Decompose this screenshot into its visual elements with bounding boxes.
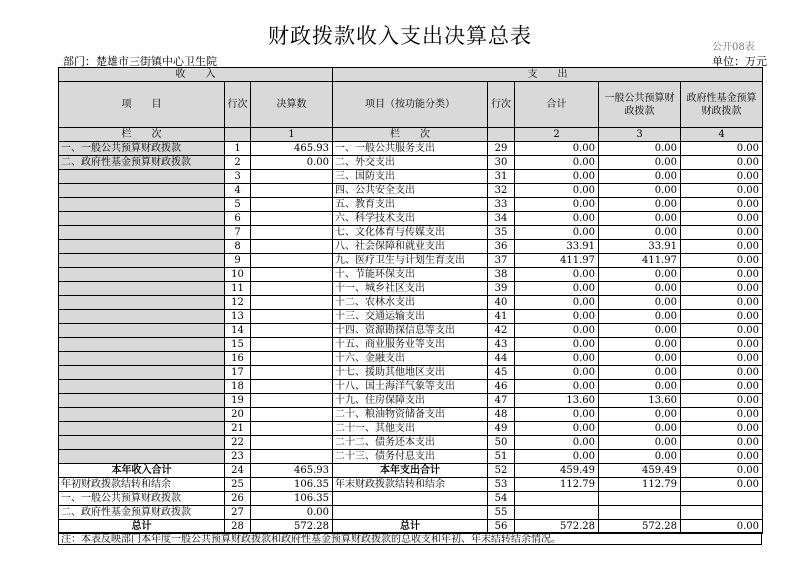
expense-general-budget bbox=[599, 492, 681, 506]
income-item: 年初财政拨款结转和结余 bbox=[59, 478, 225, 492]
expense-general-budget: 0.00 bbox=[599, 142, 681, 156]
expense-line-no: 32 bbox=[488, 184, 515, 198]
expense-general-budget: 13.60 bbox=[599, 394, 681, 408]
income-line-no: 23 bbox=[225, 450, 251, 464]
expense-total: 0.00 bbox=[515, 408, 599, 422]
table-row bbox=[59, 240, 763, 254]
expense-item: 三、国防支出 bbox=[333, 170, 488, 184]
income-line-no: 14 bbox=[225, 324, 251, 338]
section-header-row bbox=[59, 68, 763, 82]
expense-total: 112.79 bbox=[515, 478, 599, 492]
income-item bbox=[59, 422, 225, 436]
expense-line-no: 51 bbox=[488, 450, 515, 464]
col-index-2: 2 bbox=[515, 128, 599, 142]
income-item bbox=[59, 408, 225, 422]
income-line-no: 5 bbox=[225, 198, 251, 212]
expense-gov-fund: 0.00 bbox=[681, 254, 763, 268]
income-item bbox=[59, 282, 225, 296]
income-line-no: 21 bbox=[225, 422, 251, 436]
expense-total: 0.00 bbox=[515, 198, 599, 212]
summary-row bbox=[59, 478, 763, 492]
income-item: 总计 bbox=[59, 520, 225, 534]
expense-item: 本年支出合计 bbox=[333, 464, 488, 478]
income-line-no: 20 bbox=[225, 408, 251, 422]
expense-line-no: 42 bbox=[488, 324, 515, 338]
expense-total: 0.00 bbox=[515, 268, 599, 282]
expense-total: 572.28 bbox=[515, 520, 599, 534]
expense-total: 13.60 bbox=[515, 394, 599, 408]
expense-general-budget: 0.00 bbox=[599, 282, 681, 296]
income-item bbox=[59, 240, 225, 254]
income-item bbox=[59, 352, 225, 366]
budget-table bbox=[58, 67, 763, 534]
expense-gov-fund: 0.00 bbox=[681, 212, 763, 226]
table-row bbox=[59, 394, 763, 408]
expense-gov-fund bbox=[681, 506, 763, 520]
income-line-no: 11 bbox=[225, 282, 251, 296]
income-item: 一、一般公共预算财政拨款 bbox=[59, 142, 225, 156]
expense-gov-fund: 0.00 bbox=[681, 310, 763, 324]
expense-total: 459.49 bbox=[515, 464, 599, 478]
income-line-no: 28 bbox=[225, 520, 251, 534]
col-index-label-2: 栏 次 bbox=[333, 128, 488, 142]
expense-item: 二十、粮油物资储备支出 bbox=[333, 408, 488, 422]
expense-line-no: 43 bbox=[488, 338, 515, 352]
income-amount bbox=[251, 170, 333, 184]
income-amount bbox=[251, 184, 333, 198]
income-amount bbox=[251, 408, 333, 422]
expense-gov-fund: 0.00 bbox=[681, 422, 763, 436]
expense-line-no: 52 bbox=[488, 464, 515, 478]
expense-item: 六、科学技术支出 bbox=[333, 212, 488, 226]
expense-gov-fund: 0.00 bbox=[681, 520, 763, 534]
expense-item: 十四、资源勘探信息等支出 bbox=[333, 324, 488, 338]
table-row bbox=[59, 156, 763, 170]
expense-gov-fund: 0.00 bbox=[681, 282, 763, 296]
expense-line-no: 30 bbox=[488, 156, 515, 170]
summary-row bbox=[59, 506, 763, 520]
expense-item: 二十二、债务还本支出 bbox=[333, 436, 488, 450]
income-amount bbox=[251, 366, 333, 380]
expense-line-no: 38 bbox=[488, 268, 515, 282]
expense-line-no: 35 bbox=[488, 226, 515, 240]
income-amount bbox=[251, 226, 333, 240]
expense-total: 0.00 bbox=[515, 184, 599, 198]
expense-gov-fund: 0.00 bbox=[681, 324, 763, 338]
expense-general-budget: 0.00 bbox=[599, 226, 681, 240]
expense-general-budget: 0.00 bbox=[599, 212, 681, 226]
empty-cell bbox=[225, 128, 251, 142]
table-row bbox=[59, 324, 763, 338]
income-amount: 572.28 bbox=[251, 520, 333, 534]
col-index-1: 1 bbox=[251, 128, 333, 142]
income-amount bbox=[251, 198, 333, 212]
expense-general-budget: 0.00 bbox=[599, 310, 681, 324]
income-amount bbox=[251, 394, 333, 408]
col-item-by-function: 项目（按功能分类） bbox=[333, 82, 488, 128]
expense-total: 0.00 bbox=[515, 282, 599, 296]
table-row bbox=[59, 352, 763, 366]
col-line-no: 行次 bbox=[225, 82, 251, 128]
table-row bbox=[59, 170, 763, 184]
expense-general-budget: 0.00 bbox=[599, 380, 681, 394]
income-item bbox=[59, 268, 225, 282]
expense-line-no: 54 bbox=[488, 492, 515, 506]
expense-item: 十八、国土海洋气象等支出 bbox=[333, 380, 488, 394]
income-amount: 465.93 bbox=[251, 142, 333, 156]
table-row bbox=[59, 366, 763, 380]
income-line-no: 8 bbox=[225, 240, 251, 254]
expense-item: 十三、交通运输支出 bbox=[333, 310, 488, 324]
income-amount bbox=[251, 338, 333, 352]
expense-general-budget bbox=[599, 506, 681, 520]
expense-gov-fund: 0.00 bbox=[681, 338, 763, 352]
table-number: 公开08表 bbox=[712, 42, 755, 53]
table-row bbox=[59, 282, 763, 296]
income-item bbox=[59, 296, 225, 310]
income-line-no: 26 bbox=[225, 492, 251, 506]
expense-general-budget: 0.00 bbox=[599, 352, 681, 366]
expense-gov-fund: 0.00 bbox=[681, 142, 763, 156]
income-line-no: 12 bbox=[225, 296, 251, 310]
income-item bbox=[59, 394, 225, 408]
expense-line-no: 49 bbox=[488, 422, 515, 436]
expense-gov-fund: 0.00 bbox=[681, 296, 763, 310]
expense-line-no: 48 bbox=[488, 408, 515, 422]
income-item bbox=[59, 450, 225, 464]
expense-general-budget: 0.00 bbox=[599, 170, 681, 184]
expense-line-no: 29 bbox=[488, 142, 515, 156]
expense-gov-fund: 0.00 bbox=[681, 268, 763, 282]
expense-item: 九、医疗卫生与计划生育支出 bbox=[333, 254, 488, 268]
expense-item: 十五、商业服务业等支出 bbox=[333, 338, 488, 352]
income-item: 二、政府性基金预算财政拨款 bbox=[59, 506, 225, 520]
summary-row bbox=[59, 464, 763, 478]
expense-line-no: 53 bbox=[488, 478, 515, 492]
expense-item: 四、公共安全支出 bbox=[333, 184, 488, 198]
income-item bbox=[59, 212, 225, 226]
expense-total: 0.00 bbox=[515, 310, 599, 324]
expense-total: 0.00 bbox=[515, 450, 599, 464]
expense-total: 0.00 bbox=[515, 324, 599, 338]
income-amount: 465.93 bbox=[251, 464, 333, 478]
table-row bbox=[59, 380, 763, 394]
income-amount bbox=[251, 422, 333, 436]
income-item bbox=[59, 226, 225, 240]
column-index-row bbox=[59, 128, 763, 142]
expense-item bbox=[333, 506, 488, 520]
expense-general-budget: 0.00 bbox=[599, 324, 681, 338]
expense-item: 十一、城乡社区支出 bbox=[333, 282, 488, 296]
table-row bbox=[59, 268, 763, 282]
income-item bbox=[59, 310, 225, 324]
col-total: 合计 bbox=[515, 82, 599, 128]
expense-general-budget: 0.00 bbox=[599, 156, 681, 170]
table-row bbox=[59, 450, 763, 464]
col-index-label: 栏 次 bbox=[59, 128, 225, 142]
table-row bbox=[59, 254, 763, 268]
expense-item: 总计 bbox=[333, 520, 488, 534]
table-row bbox=[59, 422, 763, 436]
expense-general-budget: 459.49 bbox=[599, 464, 681, 478]
expense-line-no: 44 bbox=[488, 352, 515, 366]
income-item bbox=[59, 198, 225, 212]
page-title: 财政拨款收入支出决算总表 bbox=[268, 24, 532, 48]
expense-total: 0.00 bbox=[515, 380, 599, 394]
expense-item: 十六、金融支出 bbox=[333, 352, 488, 366]
table-row bbox=[59, 212, 763, 226]
expense-total: 0.00 bbox=[515, 436, 599, 450]
income-line-no: 3 bbox=[225, 170, 251, 184]
table-row bbox=[59, 296, 763, 310]
expense-general-budget: 0.00 bbox=[599, 366, 681, 380]
table-row bbox=[59, 198, 763, 212]
col-line-no-2: 行次 bbox=[488, 82, 515, 128]
income-amount bbox=[251, 254, 333, 268]
expense-general-budget: 0.00 bbox=[599, 436, 681, 450]
expense-gov-fund: 0.00 bbox=[681, 464, 763, 478]
expense-line-no: 34 bbox=[488, 212, 515, 226]
col-index-4: 4 bbox=[681, 128, 763, 142]
col-general-budget: 一般公共预算财政拨款 bbox=[599, 82, 681, 128]
income-item bbox=[59, 184, 225, 198]
expense-gov-fund: 0.00 bbox=[681, 380, 763, 394]
table-row bbox=[59, 184, 763, 198]
empty-cell bbox=[488, 128, 515, 142]
expense-total: 0.00 bbox=[515, 338, 599, 352]
income-line-no: 7 bbox=[225, 226, 251, 240]
department-label: 部门：楚雄市三街镇中心卫生院 bbox=[63, 55, 217, 68]
expense-gov-fund: 0.00 bbox=[681, 366, 763, 380]
income-item bbox=[59, 338, 225, 352]
expense-total: 0.00 bbox=[515, 212, 599, 226]
expense-line-no: 31 bbox=[488, 170, 515, 184]
income-line-no: 17 bbox=[225, 366, 251, 380]
expense-general-budget: 0.00 bbox=[599, 296, 681, 310]
expense-line-no: 55 bbox=[488, 506, 515, 520]
income-line-no: 6 bbox=[225, 212, 251, 226]
expense-line-no: 33 bbox=[488, 198, 515, 212]
expense-line-no: 45 bbox=[488, 366, 515, 380]
expense-total: 0.00 bbox=[515, 142, 599, 156]
expense-total: 0.00 bbox=[515, 422, 599, 436]
income-item: 一、一般公共预算财政拨款 bbox=[59, 492, 225, 506]
expense-line-no: 37 bbox=[488, 254, 515, 268]
table-row bbox=[59, 142, 763, 156]
income-item bbox=[59, 324, 225, 338]
income-item: 二、政府性基金预算财政拨款 bbox=[59, 156, 225, 170]
table-row bbox=[59, 310, 763, 324]
footnote: 注：本表反映部门本年度一般公共预算财政拨款和政府性基金预算财政拨款的总收支和年初、年末结转结余情况。 bbox=[58, 532, 762, 545]
income-amount bbox=[251, 212, 333, 226]
income-line-no: 9 bbox=[225, 254, 251, 268]
expense-line-no: 39 bbox=[488, 282, 515, 296]
table-row bbox=[59, 226, 763, 240]
expense-item: 五、教育支出 bbox=[333, 198, 488, 212]
expense-general-budget: 0.00 bbox=[599, 268, 681, 282]
income-amount: 0.00 bbox=[251, 156, 333, 170]
expense-item: 年末财政拨款结转和结余 bbox=[333, 478, 488, 492]
expense-total bbox=[515, 506, 599, 520]
expense-line-no: 50 bbox=[488, 436, 515, 450]
expense-total bbox=[515, 492, 599, 506]
income-amount: 0.00 bbox=[251, 506, 333, 520]
expense-general-budget: 411.97 bbox=[599, 254, 681, 268]
expense-general-budget: 0.00 bbox=[599, 422, 681, 436]
expense-gov-fund: 0.00 bbox=[681, 436, 763, 450]
expense-item: 十二、农林水支出 bbox=[333, 296, 488, 310]
income-amount: 106.35 bbox=[251, 478, 333, 492]
income-line-no: 2 bbox=[225, 156, 251, 170]
income-line-no: 24 bbox=[225, 464, 251, 478]
expense-item: 十七、援助其他地区支出 bbox=[333, 366, 488, 380]
expense-item bbox=[333, 492, 488, 506]
income-line-no: 25 bbox=[225, 478, 251, 492]
income-header: 收 入 bbox=[59, 68, 333, 82]
expense-general-budget: 0.00 bbox=[599, 408, 681, 422]
expense-gov-fund: 0.00 bbox=[681, 478, 763, 492]
income-amount bbox=[251, 352, 333, 366]
expense-gov-fund: 0.00 bbox=[681, 198, 763, 212]
expense-general-budget: 0.00 bbox=[599, 450, 681, 464]
expense-line-no: 40 bbox=[488, 296, 515, 310]
table-row bbox=[59, 408, 763, 422]
income-amount bbox=[251, 380, 333, 394]
income-amount bbox=[251, 310, 333, 324]
expense-general-budget: 112.79 bbox=[599, 478, 681, 492]
income-item bbox=[59, 366, 225, 380]
expense-header: 支 出 bbox=[333, 68, 763, 82]
col-item: 项 目 bbox=[59, 82, 225, 128]
income-item: 本年收入合计 bbox=[59, 464, 225, 478]
income-amount bbox=[251, 240, 333, 254]
expense-gov-fund: 0.00 bbox=[681, 156, 763, 170]
income-line-no: 10 bbox=[225, 268, 251, 282]
unit-label: 单位：万元 bbox=[712, 55, 767, 68]
expense-item: 十、节能环保支出 bbox=[333, 268, 488, 282]
expense-gov-fund: 0.00 bbox=[681, 240, 763, 254]
expense-line-no: 36 bbox=[488, 240, 515, 254]
income-item bbox=[59, 170, 225, 184]
income-amount bbox=[251, 436, 333, 450]
expense-total: 0.00 bbox=[515, 156, 599, 170]
income-line-no: 13 bbox=[225, 310, 251, 324]
income-item bbox=[59, 436, 225, 450]
col-index-3: 3 bbox=[599, 128, 681, 142]
expense-general-budget: 0.00 bbox=[599, 338, 681, 352]
expense-general-budget: 33.91 bbox=[599, 240, 681, 254]
expense-gov-fund: 0.00 bbox=[681, 226, 763, 240]
expense-gov-fund: 0.00 bbox=[681, 408, 763, 422]
column-header-row bbox=[59, 82, 763, 128]
expense-total: 0.00 bbox=[515, 366, 599, 380]
income-amount: 106.35 bbox=[251, 492, 333, 506]
expense-gov-fund: 0.00 bbox=[681, 170, 763, 184]
col-gov-fund: 政府性基金预算财政拨款 bbox=[681, 82, 763, 128]
expense-total: 33.91 bbox=[515, 240, 599, 254]
expense-line-no: 56 bbox=[488, 520, 515, 534]
expense-total: 411.97 bbox=[515, 254, 599, 268]
income-line-no: 27 bbox=[225, 506, 251, 520]
expense-total: 0.00 bbox=[515, 352, 599, 366]
income-amount bbox=[251, 324, 333, 338]
income-line-no: 19 bbox=[225, 394, 251, 408]
col-final-amount: 决算数 bbox=[251, 82, 333, 128]
income-line-no: 15 bbox=[225, 338, 251, 352]
expense-line-no: 46 bbox=[488, 380, 515, 394]
income-line-no: 18 bbox=[225, 380, 251, 394]
expense-gov-fund: 0.00 bbox=[681, 394, 763, 408]
table-row bbox=[59, 436, 763, 450]
expense-line-no: 41 bbox=[488, 310, 515, 324]
table-row bbox=[59, 338, 763, 352]
income-amount bbox=[251, 450, 333, 464]
expense-item: 二十三、债务付息支出 bbox=[333, 450, 488, 464]
expense-line-no: 47 bbox=[488, 394, 515, 408]
expense-item: 二十一、其他支出 bbox=[333, 422, 488, 436]
expense-gov-fund: 0.00 bbox=[681, 184, 763, 198]
expense-general-budget: 572.28 bbox=[599, 520, 681, 534]
income-amount bbox=[251, 282, 333, 296]
income-line-no: 4 bbox=[225, 184, 251, 198]
expense-general-budget: 0.00 bbox=[599, 184, 681, 198]
income-line-no: 16 bbox=[225, 352, 251, 366]
expense-total: 0.00 bbox=[515, 226, 599, 240]
expense-gov-fund: 0.00 bbox=[681, 352, 763, 366]
summary-row bbox=[59, 492, 763, 506]
expense-item: 十九、住房保障支出 bbox=[333, 394, 488, 408]
income-amount bbox=[251, 268, 333, 282]
income-amount bbox=[251, 296, 333, 310]
income-line-no: 1 bbox=[225, 142, 251, 156]
expense-general-budget: 0.00 bbox=[599, 198, 681, 212]
income-item bbox=[59, 380, 225, 394]
income-line-no: 22 bbox=[225, 436, 251, 450]
expense-total: 0.00 bbox=[515, 170, 599, 184]
expense-total: 0.00 bbox=[515, 296, 599, 310]
expense-item: 二、外交支出 bbox=[333, 156, 488, 170]
expense-gov-fund bbox=[681, 492, 763, 506]
expense-item: 一、一般公共服务支出 bbox=[333, 142, 488, 156]
expense-item: 七、文化体育与传媒支出 bbox=[333, 226, 488, 240]
income-item bbox=[59, 254, 225, 268]
expense-item: 八、社会保障和就业支出 bbox=[333, 240, 488, 254]
expense-gov-fund: 0.00 bbox=[681, 450, 763, 464]
